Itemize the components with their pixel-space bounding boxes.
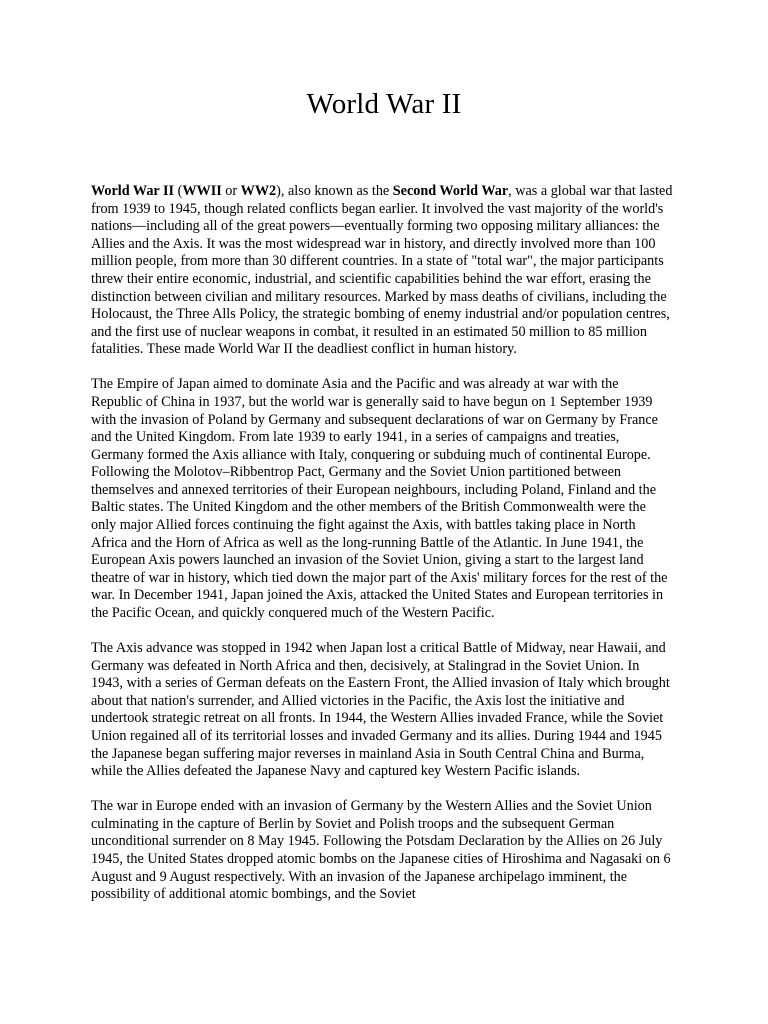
document-body [91,183,673,921]
intro-paragraph [91,183,673,359]
intro-text-4: , was a global war that lasted from 1939 to 1945, though related conflicts began earlier. It involved the vast majority of the world's nations—including all of the great powers—eventually forming two opposing military alliances: the Allies and the Axis. It was the most widespread war in history, and directly involved more than 100 million people, from more than 30 different countries. In a state of "total war", the major participants threw their entire economic, industrial, and scientific capabilities behind the war effort, erasing the distinction between civilian and military resources. Marked by mass deaths of civilians, including the Holocaust, the Three Alls Policy, the strategic bombing of enemy industrial and/or population centres, and the first use of nuclear weapons in combat, it resulted in an estimated 50 million to 85 million fatalities. These made World War II the deadliest conflict in human history. [91,183,673,358]
intro-text-3: ), also known as the [276,183,393,199]
intro-text-1: ( [174,183,183,199]
bold-term-second-world-war: Second World War [392,183,509,199]
intro-text-2: or [221,183,241,199]
paragraph-japan-and-europe: The Empire of Japan aimed to dominate Asia and the Pacific and was already at war with the Republic of China in 1937, but the world war is generally said to have begun on 1 September 1939 with the invasion of Poland by Germany and subsequent declarations of war on Germany by France and the United Kingdom. From late 1939 to early 1941, in a series of campaigns and treaties, Germany formed the Axis alliance with Italy, conquering or subduing much of continental Europe. Following the Molotov–Ribbentrop Pact, Germany and the Soviet Union partitioned between themselves and annexed territories of their European neighbours, including Poland, Finland and the Baltic states. The United Kingdom and the other members of the British Commonwealth were the only major Allied forces continuing the fight against the Axis, with battles taking place in North Africa and the Horn of Africa as well as the long-running Battle of the Atlantic. In June 1941, the European Axis powers launched an invasion of the Soviet Union, giving a start to the largest land theatre of war in history, which tied down the major part of the Axis' military forces for the rest of the war. In December 1941, Japan joined the Axis, attacked the United States and European territories in the Pacific Ocean, and quickly conquered much of the Western Pacific. [91,376,668,622]
bold-term-wwii: WWII [182,183,222,199]
document-title: World War II [306,88,462,120]
paragraph-axis-advance-stopped: The Axis advance was stopped in 1942 when Japan lost a critical Battle of Midway, near Hawaii, and Germany was defeated in North Africa and then, decisively, at Stalingrad in the Soviet Union. In 1943, with a series of German defeats on the Eastern Front, the Allied invasion of Italy which brought about that nation's surrender, and Allied victories in the Pacific, the Axis lost the initiative and undertook strategic retreat on all fronts. In 1944, the Western Allies invaded France, while the Soviet Union regained all of its territorial losses and invaded Germany and its allies. During 1944 and 1945 the Japanese began suffering major reverses in mainland Asia in South Central China and Burma, while the Allies defeated the Japanese Navy and captured key Western Pacific islands. [91,640,670,780]
paragraph-war-in-europe-ended: The war in Europe ended with an invasion of Germany by the Western Allies and the Soviet Union culminating in the capture of Berlin by Soviet and Polish troops and the subsequent German unconditional surrender on 8 May 1945. Following the Potsdam Declaration by the Allies on 26 July 1945, the United States dropped atomic bombs on the Japanese cities of Hiroshima and Nagasaki on 6 August and 9 August respectively. With an invasion of the Japanese archipelago imminent, the possibility of additional atomic bombings, and the Soviet [91,798,671,903]
bold-term-ww2: WW2 [240,183,277,199]
bold-term-world-war-ii: World War II [91,183,175,199]
